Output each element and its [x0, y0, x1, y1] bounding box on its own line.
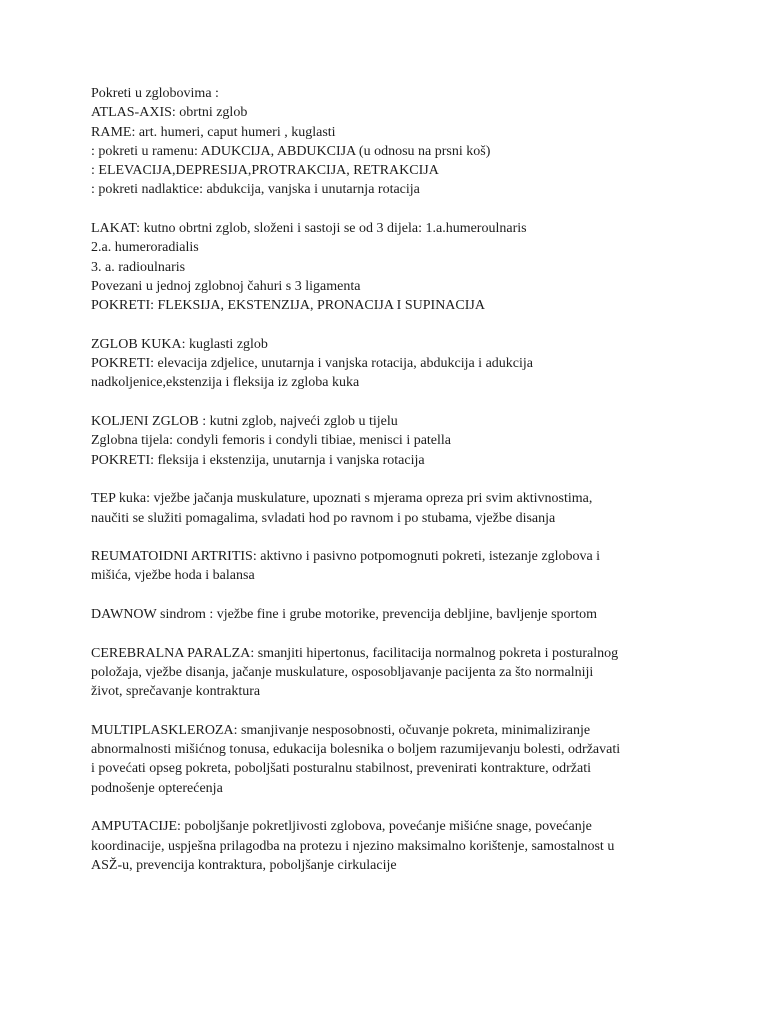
text-line: nadkoljenice,ekstenzija i fleksija iz zgloba kuka [91, 375, 360, 391]
block-cerebralna-paralza [91, 644, 691, 702]
text-line: POKRETI: fleksija i ekstenzija, unutarnja i vanjska rotacija [91, 452, 425, 468]
text-line: mišića, vježbe hoda i balansa [91, 568, 255, 584]
block-lakat [91, 219, 691, 315]
text-line: 2.a. humeroradialis [91, 240, 199, 256]
text-line: KOLJENI ZGLOB : kutni zglob, najveći zglob u tijelu [91, 414, 398, 430]
text-line: naučiti se služiti pomagalima, svladati hod po ravnom i po stubama, vježbe disanja [91, 510, 556, 526]
text-line: : pokreti nadlaktice: abdukcija, vanjska i unutarnja rotacija [91, 182, 420, 198]
text-line: REUMATOIDNI ARTRITIS: aktivno i pasivno potpomognuti pokreti, istezanje zglobova i [91, 549, 601, 565]
text-line: : ELEVACIJA,DEPRESIJA,PROTRAKCIJA, RETRAKCIJA [91, 163, 439, 179]
text-line: abnormalnosti mišićnog tonusa, edukacija bolesnika o boljem razumijevanju bolesti, održavati [91, 742, 621, 758]
text-line: podnošenje opterećenja [91, 780, 223, 796]
text-line: POKRETI: FLEKSIJA, EKSTENZIJA, PRONACIJA I SUPINACIJA [91, 298, 485, 314]
text-line: TEP kuka: vježbe jačanja muskulature, upoznati s mjerama opreza pri svim aktivnostima, [91, 491, 593, 507]
document-page [91, 84, 691, 894]
block-amputacije [91, 817, 691, 875]
text-line: položaja, vježbe disanja, jačanje muskulature, osposobljavanje pacijenta za što normalniji [91, 664, 594, 680]
text-line: i povećati opseg pokreta, poboljšati posturalnu stabilnost, prevenirati kontrakture, održati [91, 761, 591, 777]
text-line: LAKAT: kutno obrtni zglob, složeni i sastoji se od 3 dijela: 1.a.humeroulnaris [91, 221, 527, 237]
block-tep-kuka [91, 489, 691, 528]
text-line: ATLAS-AXIS: obrtni zglob [91, 105, 248, 121]
text-line: Povezani u jednoj zglobnoj čahuri s 3 ligamenta [91, 278, 361, 294]
text-line: MULTIPLASKLEROZA: smanjivanje nesposobnosti, očuvanje pokreta, minimaliziranje [91, 722, 591, 738]
text-line: DAWNOW sindrom : vježbe fine i grube motorike, prevencija debljine, bavljenje sportom [91, 607, 597, 623]
text-line: CEREBRALNA PARALZA: smanjiti hipertonus, facilitacija normalnog pokreta i posturalnog [91, 645, 619, 661]
text-line: RAME: art. humeri, caput humeri , kuglasti [91, 124, 336, 140]
text-line: ASŽ-u, prevencija kontraktura, poboljšanje cirkulacije [91, 857, 397, 873]
block-multiplaskleroza [91, 721, 691, 798]
block-zglob-kuka [91, 335, 691, 393]
text-line: 3. a. radioulnaris [91, 259, 186, 275]
block-dawnow-sindrom [91, 605, 691, 624]
text-line: život, sprečavanje kontraktura [91, 684, 261, 700]
block-pokreti-u-zglobovima [91, 84, 691, 200]
text-line: : pokreti u ramenu: ADUKCIJA, ABDUKCIJA (u odnosu na prsni koš) [91, 143, 491, 159]
text-line: POKRETI: elevacija zdjelice, unutarnja i vanjska rotacija, abdukcija i adukcija [91, 356, 533, 372]
block-koljeni-zglob [91, 412, 691, 470]
text-line: ZGLOB KUKA: kuglasti zglob [91, 336, 268, 352]
block-reumatoidni-artritis [91, 547, 691, 586]
text-line: Zglobna tijela: condyli femoris i condyli tibiae, menisci i patella [91, 433, 452, 449]
text-line: AMPUTACIJE: poboljšanje pokretljivosti zglobova, povećanje mišićne snage, povećanje [91, 819, 592, 835]
text-line: Pokreti u zglobovima : [91, 86, 219, 101]
text-line: koordinacije, uspješna prilagodba na protezu i njezino maksimalno korištenje, samostalnost u [91, 838, 615, 854]
